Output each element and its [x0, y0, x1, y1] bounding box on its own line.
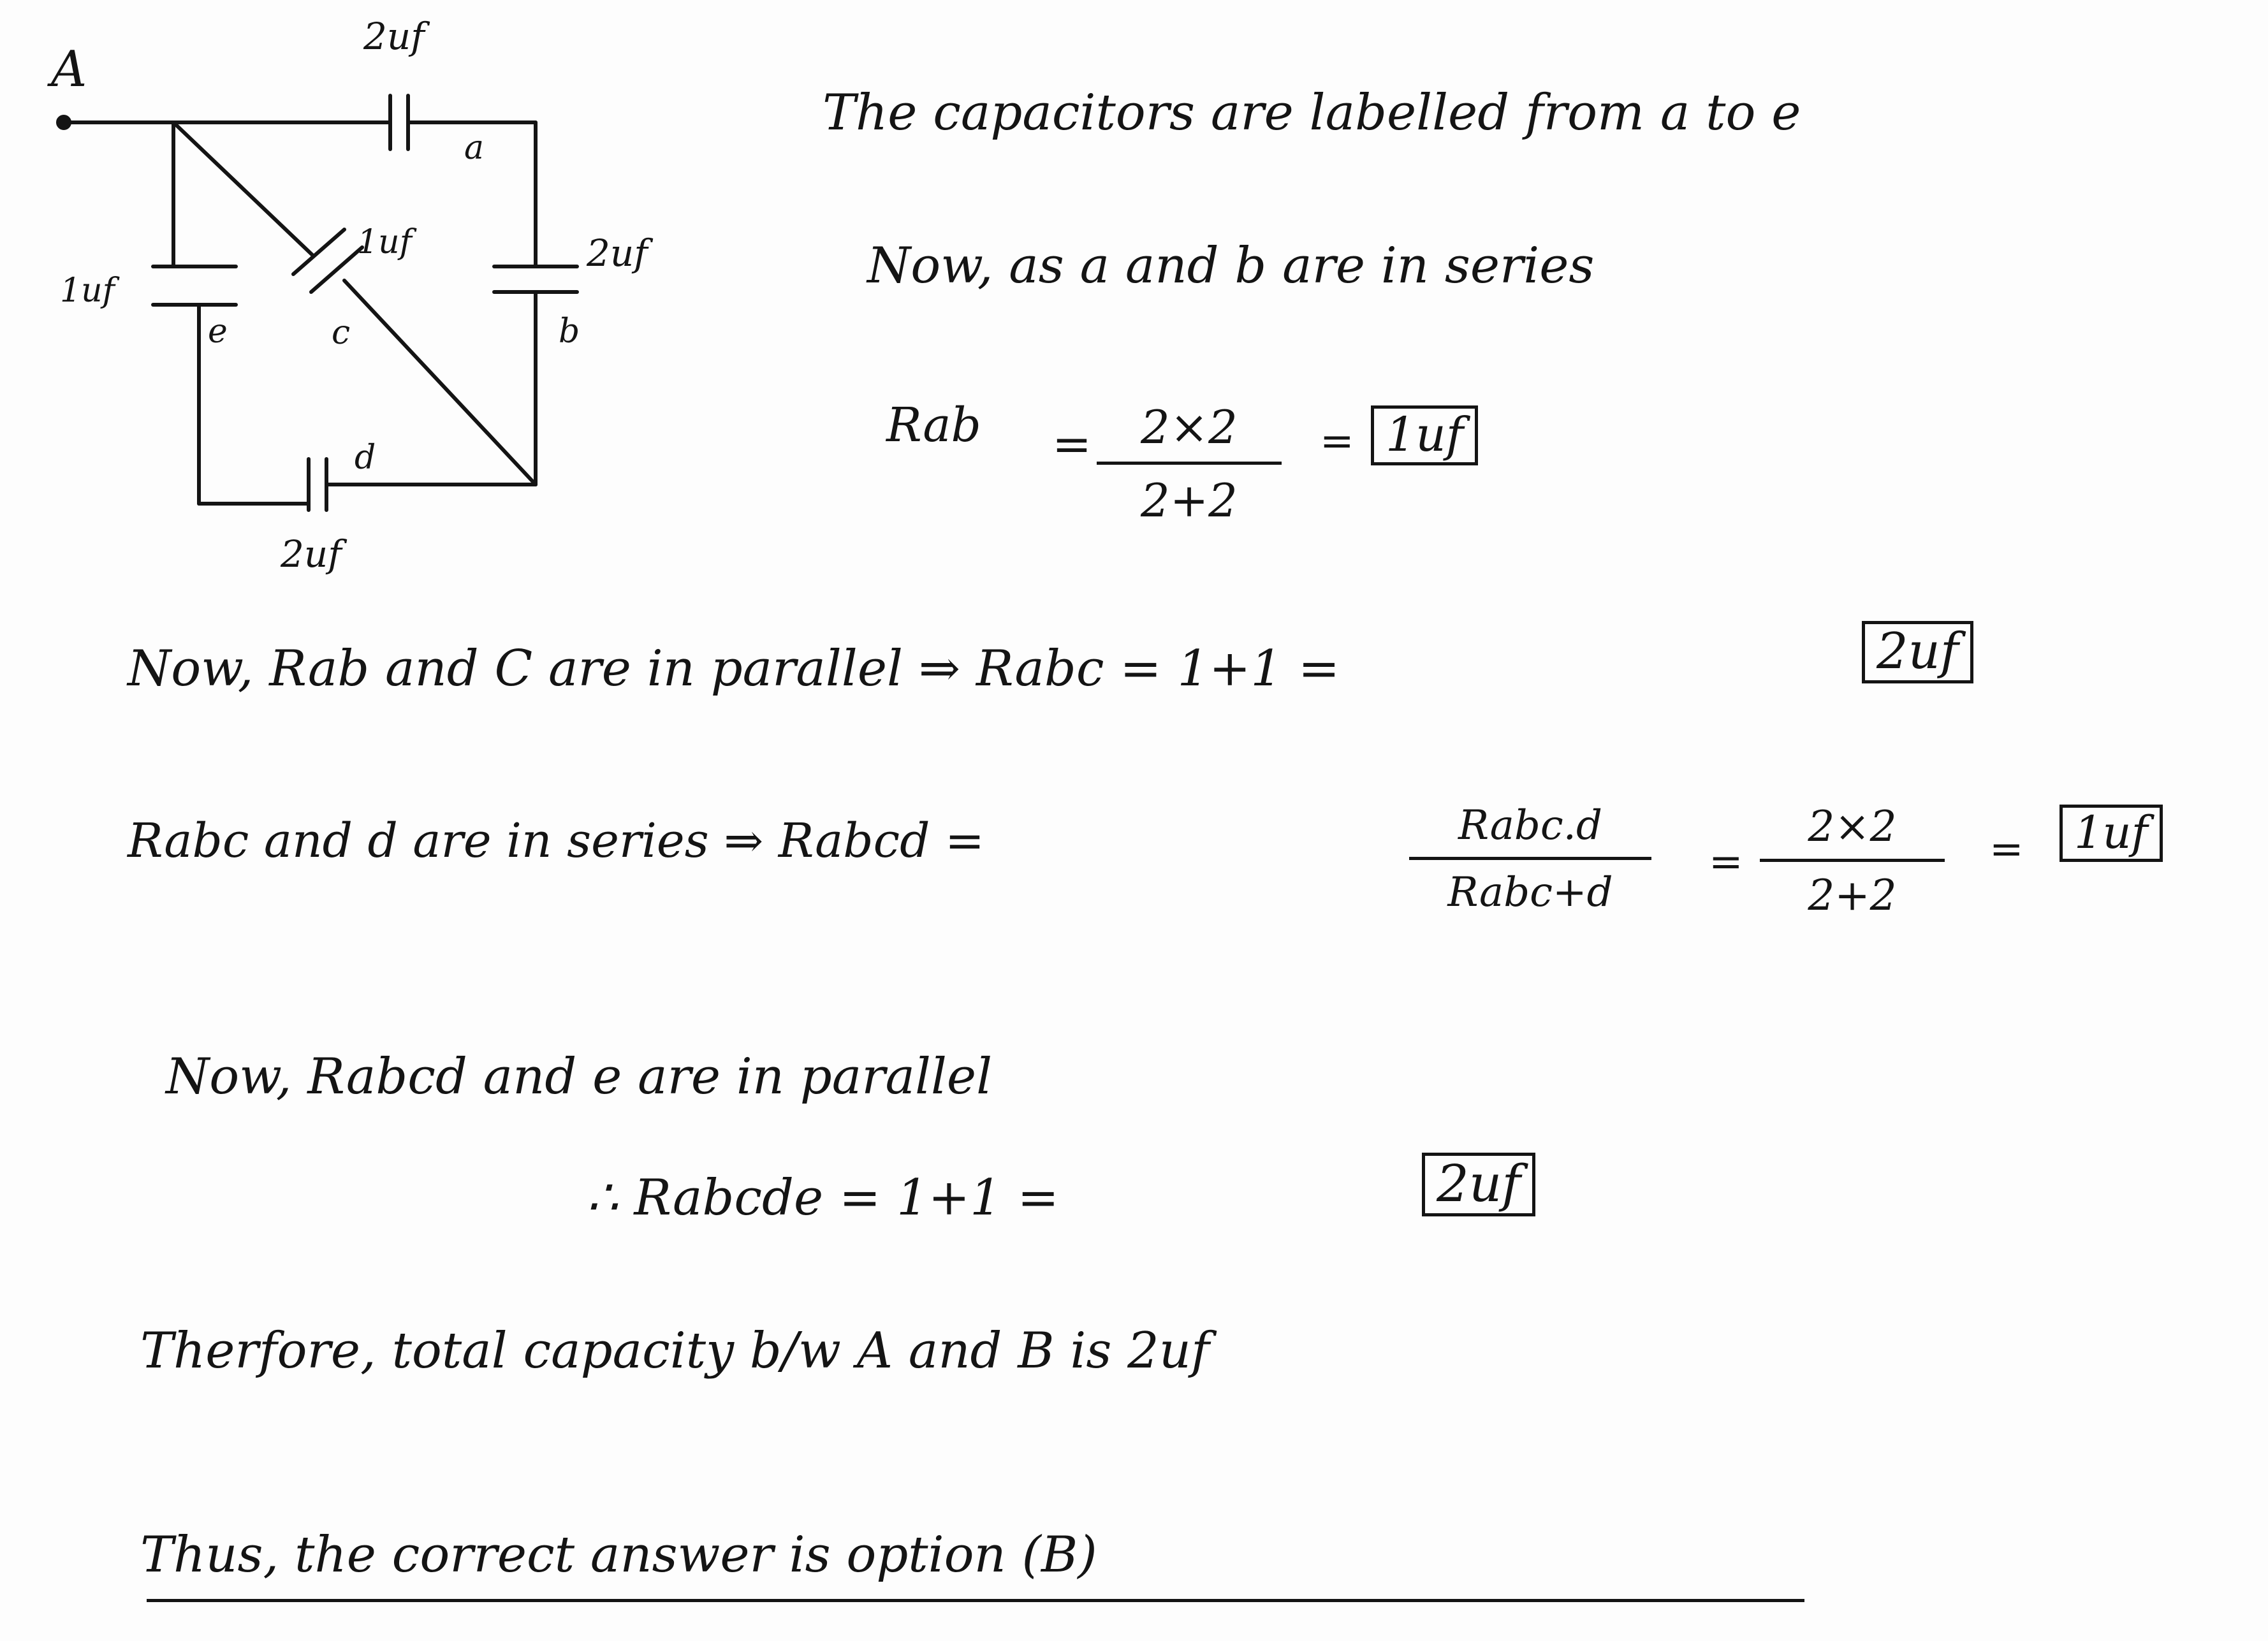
rabcde-result: 2uf: [1422, 1153, 1535, 1216]
rabcde-line-1: Now, Rabcd and e are in parallel: [166, 1048, 993, 1105]
rab-equals-1: =: [1052, 417, 1092, 472]
node-a-label: A: [51, 41, 87, 98]
rabcd-result-box: [2059, 805, 2163, 862]
rabc-result-box: [1862, 621, 1973, 683]
rabcde-line-2: ∴ Rabcde = 1+1 =: [587, 1169, 1059, 1227]
cap-d-letter: d: [355, 439, 376, 477]
rab-denominator: 2+2: [1141, 474, 1238, 527]
rabc-result: 2uf: [1862, 621, 1973, 683]
intro-line-2: Now, as a and b are in series: [867, 237, 1595, 295]
rab-fraction: [1097, 400, 1282, 527]
rab-equals-2: =: [1320, 418, 1354, 465]
rab-numerator: 2×2: [1141, 400, 1238, 454]
rabcd-sym-denominator: Rabc+d: [1447, 869, 1613, 916]
diagonal-wire-top: [173, 122, 312, 255]
rabcde-result-box: [1422, 1153, 1535, 1216]
rabcd-symbolic-fraction: [1409, 802, 1651, 916]
cap-e-value: 1uf: [60, 272, 115, 310]
cap-b-value: 2uf: [587, 231, 648, 275]
rabcd-equals-2: =: [1989, 826, 2024, 873]
cap-c-value: 1uf: [357, 223, 412, 261]
capacitor-circuit-diagram: [0, 0, 765, 625]
rab-result-box: [1371, 405, 1478, 465]
rabcd-numerator: 2×2: [1808, 802, 1897, 851]
cap-d-value: 2uf: [281, 532, 342, 576]
rabcd-result: 1uf: [2059, 805, 2163, 862]
conclusion-underline: [147, 1599, 1804, 1602]
rabcd-line: Rabc and d are in series ⇒ Rabcd =: [128, 813, 984, 868]
rabcd-denominator: 2+2: [1808, 871, 1897, 920]
cap-e-letter: e: [208, 312, 228, 351]
cap-c-letter: c: [332, 314, 351, 352]
intro-line-1: The capacitors are labelled from a to e: [823, 84, 1801, 142]
cap-b-letter: b: [559, 312, 580, 351]
rabc-line: Now, Rab and C are in parallel ⇒ Rabc = 1+1 =: [128, 640, 1340, 697]
cap-a-value: 2uf: [363, 15, 425, 58]
rabcd-equals-1: =: [1709, 838, 1743, 886]
rabcd-numeric-fraction: [1760, 802, 1945, 920]
conclusion-line-2: Thus, the correct answer is option (B): [140, 1526, 1097, 1584]
rab-result: 1uf: [1371, 405, 1478, 465]
cap-a-letter: a: [464, 129, 485, 167]
terminal-a-dot: [58, 117, 70, 128]
rabcd-sym-numerator: Rabc.d: [1458, 802, 1602, 849]
conclusion-line-1: Therfore, total capacity b/w A and B is 2uf: [140, 1322, 1210, 1380]
rab-label: Rab: [886, 398, 981, 453]
